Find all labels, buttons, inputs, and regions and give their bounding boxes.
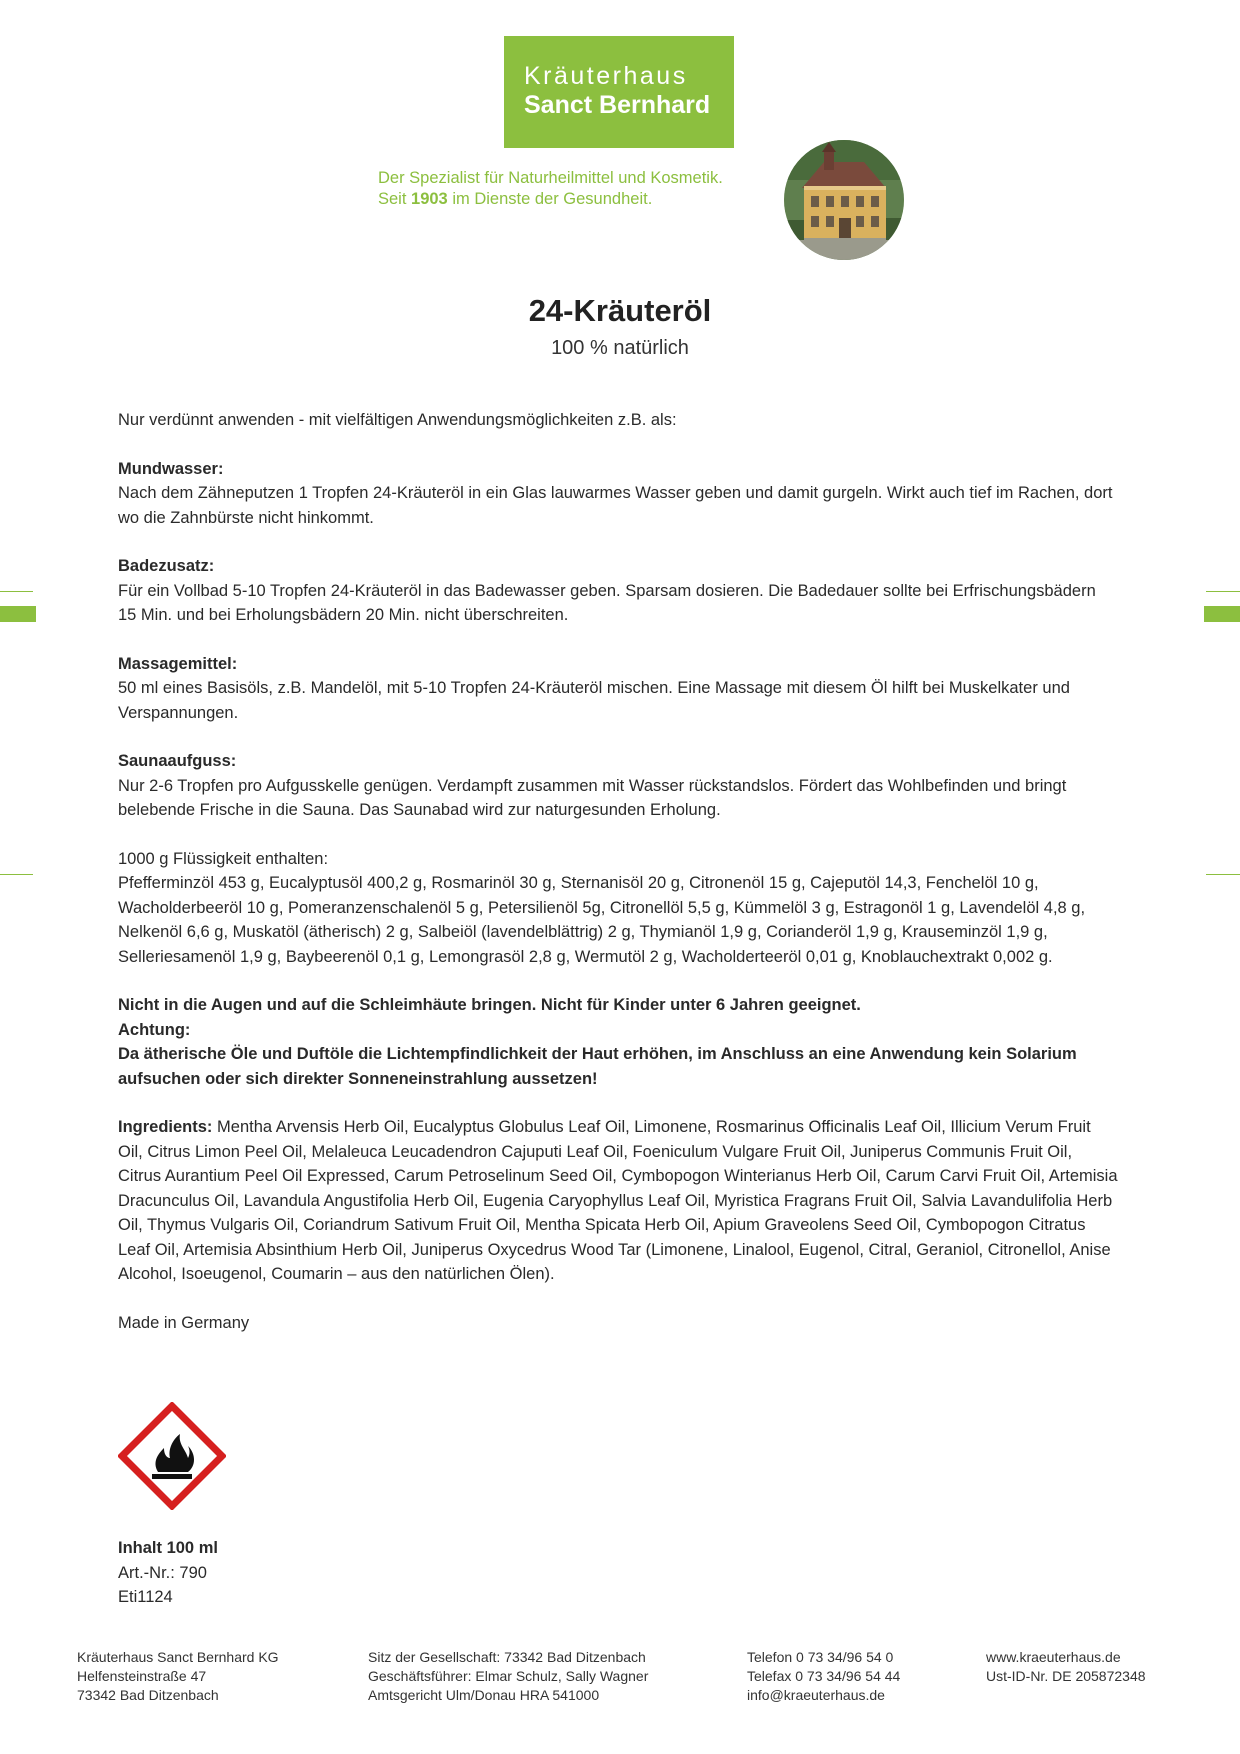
section-saunaaufguss [118,749,1118,823]
section-heading: Mundwasser: [118,459,224,478]
building-photo [784,140,904,260]
footer-line: Helfensteinstraße 47 [77,1668,207,1684]
warning-line3: Da ätherische Öle und Duftöle die Lichtempfindlichkeit der Haut erhöhen, im Anschluss an eine Anwendung kein Solarium aufsuchen oder sich direkter Sonneneinstrahlung aussetzen! [118,1045,1077,1088]
footer-vat-id: Ust-ID-Nr. DE 205872348 [986,1668,1146,1684]
section-heading: Saunaaufguss: [118,752,237,770]
composition [118,847,1118,970]
side-mark-right-line-top [1206,591,1240,592]
side-mark-right-bar [1204,606,1240,622]
section-text: Nach dem Zähneputzen 1 Tropfen 24-Kräuteröl in ein Glas lauwarmes Wasser geben und damit gurgeln. Wirkt auch tief im Rachen, dort wo die Zahnbürste nicht hinkommt. [118,484,1113,527]
side-mark-left-line-bottom [0,874,33,875]
composition-text: Pfefferminzöl 453 g, Eucalyptusöl 400,2 g, Rosmarinöl 30 g, Sternanisöl 20 g, Citronenöl 15 g, Cajeputöl 14,3, Fenchelöl 10 g, Wacholderbeeröl 10 g, Pomeranzenschalenöl 5 g, Petersilienöl 5g, Citronellöl 5,5 g, Kümmelöl 3 g, Estragonöl 1 g, Lavendelöl 4,8 g, Nelkenöl 6,6 g, Muskatöl (ätherisch) 2 g, Salbeiöl (lavendelblättrig) 2 g, Thymianöl 1,9 g, Corianderöl 1,9 g, Krauseminzöl 1,9 g, Selleriesamenöl 1,9 g, Baybeerenöl 0,1 g, Lemongrasöl 2,8 g, Wermutöl 2 g, Wacholderteeröl 0,01 g, Knoblauchextrakt 0,002 g. [118,874,1086,966]
section-text: Nur 2-6 Tropfen pro Aufgusskelle genügen. Verdampft zusammen mit Wasser rückstandslos. Fördert das Wohlbefinden und bringt belebende Frische in die Sauna. Das Saunabad wird zur naturgesunden Erholung. [118,776,1067,819]
warning-line1: Nicht in die Augen und auf die Schleimhäute bringen. Nicht für Kinder unter 6 Jahren geeignet. [118,996,861,1014]
building-photo-image [784,140,904,260]
warning-line2: Achtung: [118,1020,191,1039]
content-info [118,1536,218,1610]
footer-line: Kräuterhaus Sanct Bernhard KG [77,1649,279,1665]
footer-col-contact [747,1648,900,1705]
label-content [118,408,1118,1359]
footer-website-link[interactable]: www.kraeuterhaus.de [986,1649,1121,1665]
product-title: 24-Kräuteröl [528,293,712,328]
slogan-prefix: Seit [378,190,407,208]
product-subtitle: 100 % natürlich [551,337,689,359]
footer-phone: Telefon 0 73 34/96 54 0 [747,1649,894,1665]
ingredients-label: Ingredients: [118,1118,213,1136]
section-text: 50 ml eines Basisöls, z.B. Mandelöl, mit 5-10 Tropfen 24-Kräuteröl mischen. Eine Massage mit diesem Öl hilft bei Muskelkater und Verspannungen. [118,679,1070,722]
section-massagemittel [118,652,1118,726]
content-volume: Inhalt 100 ml [118,1539,218,1557]
article-number: Art.-Nr.: 790 [118,1563,207,1582]
section-heading: Badezusatz: [118,557,215,575]
footer-col-legal [368,1648,648,1705]
slogan [378,168,723,210]
made-in: Made in Germany [118,1313,250,1332]
side-mark-right-line-bottom [1206,874,1240,875]
flammable-icon [118,1402,226,1510]
footer-col-company [77,1648,279,1705]
footer-line: 73342 Bad Ditzenbach [77,1687,219,1703]
slogan-line2 [378,189,723,210]
brand-logo [504,36,734,148]
brand-name-line1: Kräuterhaus [524,62,688,90]
slogan-suffix: im Dienste der Gesundheit. [452,190,653,208]
footer-col-web [986,1648,1146,1686]
footer-fax: Telefax 0 73 34/96 54 44 [747,1668,901,1684]
label-code: Eti1124 [118,1588,173,1606]
brand-name-line2: Sanct Bernhard [524,91,711,119]
warnings [118,993,1118,1091]
ingredients-text: Mentha Arvensis Herb Oil, Eucalyptus Globulus Leaf Oil, Limonene, Rosmarinus Officinalis Leaf Oil, Illicium Verum Fruit Oil, Citrus Limon Peel Oil, Melaleuca Leucadendron Cajuputi Leaf Oil, Foeniculum Vulgare Fruit Oil, Juniperus Communis Fruit Oil, Citrus Aurantium Peel Oil Expressed, Carum Petroselinum Seed Oil, Cymbopogon Winterianus Herb Oil, Carum Carvi Fruit Oil, Artemisia Dracunculus Oil, Lavandula Angustifolia Herb Oil, Eugenia Caryophyllus Leaf Oil, Myristica Fragrans Fruit Oil, Salvia Lavandulifolia Herb Oil, Thymus Vulgaris Oil, Coriandrum Sativum Fruit Oil, Mentha Spicata Herb Oil, Apium Graveolens Seed Oil, Cymbopogon Citratus Leaf Oil, Artemisia Absinthium Herb Oil, Juniperus Oxycedrus Wood Tar (Limonene, Linalool, Eugenol, Citral, Geraniol, Citronellol, Anise Alcohol, Isoeugenol, Coumarin – aus den natürlichen Ölen). [118,1118,1118,1283]
side-mark-left-line-top [0,591,33,592]
section-heading: Massagemittel: [118,654,238,673]
footer-line: Amtsgericht Ulm/Donau HRA 541000 [368,1687,600,1703]
footer-line: Sitz der Gesellschaft: 73342 Bad Ditzenbach [368,1649,646,1665]
side-mark-left-bar [0,606,36,622]
slogan-line1: Der Spezialist für Naturheilmittel und Kosmetik. [378,169,723,187]
footer-email-link[interactable]: info@kraeuterhaus.de [747,1687,885,1703]
section-badezusatz [118,554,1118,628]
section-mundwasser [118,457,1118,531]
ingredients [118,1115,1118,1287]
composition-heading: 1000 g Flüssigkeit enthalten: [118,849,329,868]
section-text: Für ein Vollbad 5-10 Tropfen 24-Kräuteröl in das Badewasser geben. Sparsam dosieren. Die Badedauer sollte bei Erfrischungsbädern 15 Min. und bei Erholungsbädern 20 Min. nicht überschreiten. [118,581,1096,624]
slogan-year: 1903 [411,190,448,208]
product-title-block [0,292,1240,362]
intro-text: Nur verdünnt anwenden - mit vielfältigen Anwendungsmöglichkeiten z.B. als: [118,411,677,429]
footer-line: Geschäftsführer: Elmar Schulz, Sally Wagner [368,1668,649,1684]
